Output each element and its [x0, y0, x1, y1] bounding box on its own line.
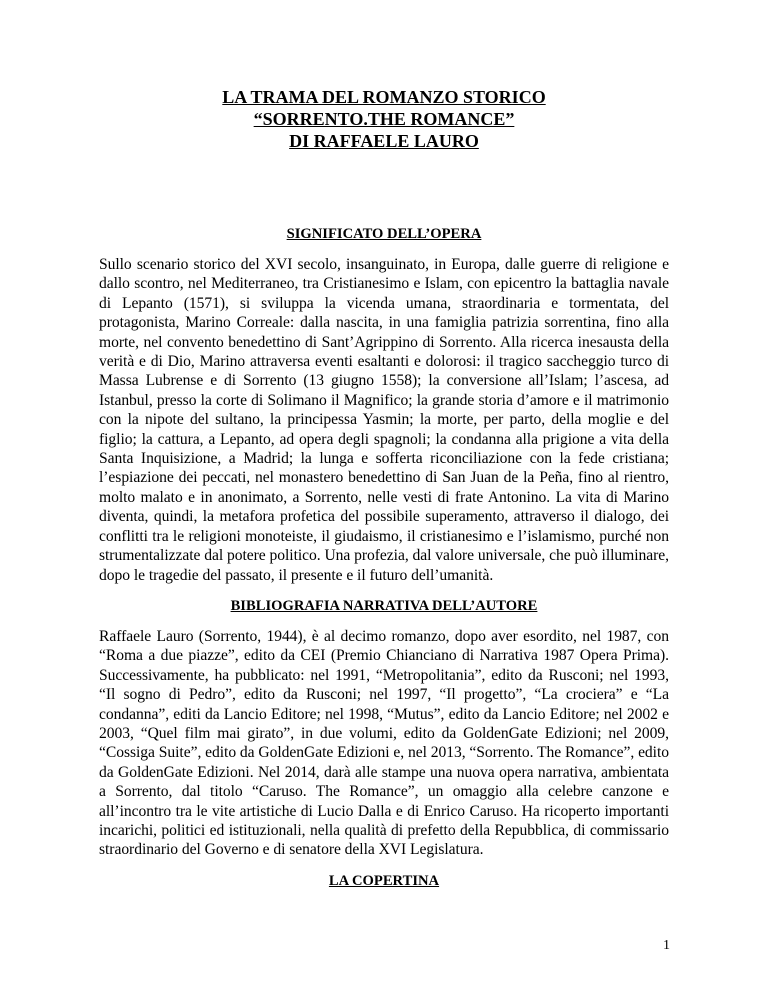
title-line-3: DI RAFFAELE LAURO: [289, 131, 479, 151]
section-heading-bibliografia: BIBLIOGRAFIA NARRATIVA DELL’AUTORE: [230, 598, 538, 614]
title-line-1: LA TRAMA DEL ROMANZO STORICO: [222, 87, 546, 107]
section-body-bibliografia: Raffaele Lauro (Sorrento, 1944), è al decimo romanzo, dopo aver esordito, nel 1987, con “Roma a due piazze”, edito da CEI (Premio Chianciano di Narrativa 1987 Opera Prima). Successivamente, ha pubblicato: nel 1991, “Metropolitania”, edito da Rusconi; nel 1993, “Il sogno di Pedro”, edito da Rusconi; nel 1997, “Il progetto”, “La crociera” e “La condanna”, editi da Lancio Editore; nel 1998, “Mutus”, edito da Lancio Editore; nel 2002 e 2003, “Quel film mai girato”, in due volumi, edito da GoldenGate Edizioni; nel 2009, “Cossiga Suite”, edito da GoldenGate Edizioni e, nel 2013, “Sorrento. The Romance”, edito da GoldenGate Edizioni. Nel 2014, darà alle stampe una nuova opera narrativa, ambientata a Sorrento, dal titolo “Caruso. The Romance”, un omaggio alla celebre canzone e all’incontro tra le vite artistiche di Lucio Dalla e di Enrico Caruso. Ha ricoperto importanti incarichi, politici ed istituzionali, nella qualità di prefetto della Repubblica, di commissario straordinario del Governo e di senatore della XVI Legislatura.: [99, 628, 669, 859]
section-heading-significato: SIGNIFICATO DELL’OPERA: [286, 226, 482, 242]
section-body-significato: Sullo scenario storico del XVI secolo, insanguinato, in Europa, dalle guerre di religione e dallo scontro, nel Mediterraneo, tra Cristianesimo e Islam, con epicentro la battaglia navale di Lepanto (1571), si sviluppa la vicenda umana, straordinaria e tormentata, del protagonista, Marino Correale: dalla nascita, in una famiglia patrizia sorrentina, fino alla morte, nel convento benedettino di Sant’Agrippino di Sorrento. Alla ricerca inesausta della verità e di Dio, Marino attraversa eventi esaltanti e dolorosi: il tragico saccheggio turco di Massa Lubrense e di Sorrento (13 giugno 1558); la conversione all’Islam; l’ascesa, ad Istanbul, presso la corte di Solimano il Magnifico; la grande storia d’amore e il matrimonio con la nipote del sultano, la principessa Yasmin; la morte, per parto, della moglie e del figlio; la cattura, a Lepanto, ad opera degli spagnoli; la condanna alla prigione a vita della Santa Inquisizione, a Madrid; la lunga e sofferta riconciliazione con la fede cristiana; l’espiazione dei peccati, nel monastero benedettino di San Juan de la Peña, fino al rientro, molto malato e in anonimato, a Sorrento, nelle vesti di frate Antonino. La vita di Marino diventa, quindi, la metafora profetica del possibile superamento, attraverso il dialogo, dei conflitti tra le religioni monoteiste, il giudaismo, il cristianesimo e l’islamismo, purché non strumentalizzate dal potere politico. Una profezia, dal valore universale, che può illuminare, dopo le tragedie del passato, il presente e il futuro dell’umanità.: [99, 256, 669, 584]
document-title: [0, 86, 768, 152]
section-heading-copertina: LA COPERTINA: [328, 873, 440, 889]
page-number: 1: [663, 938, 670, 953]
title-line-2: “SORRENTO.THE ROMANCE”: [253, 109, 515, 129]
